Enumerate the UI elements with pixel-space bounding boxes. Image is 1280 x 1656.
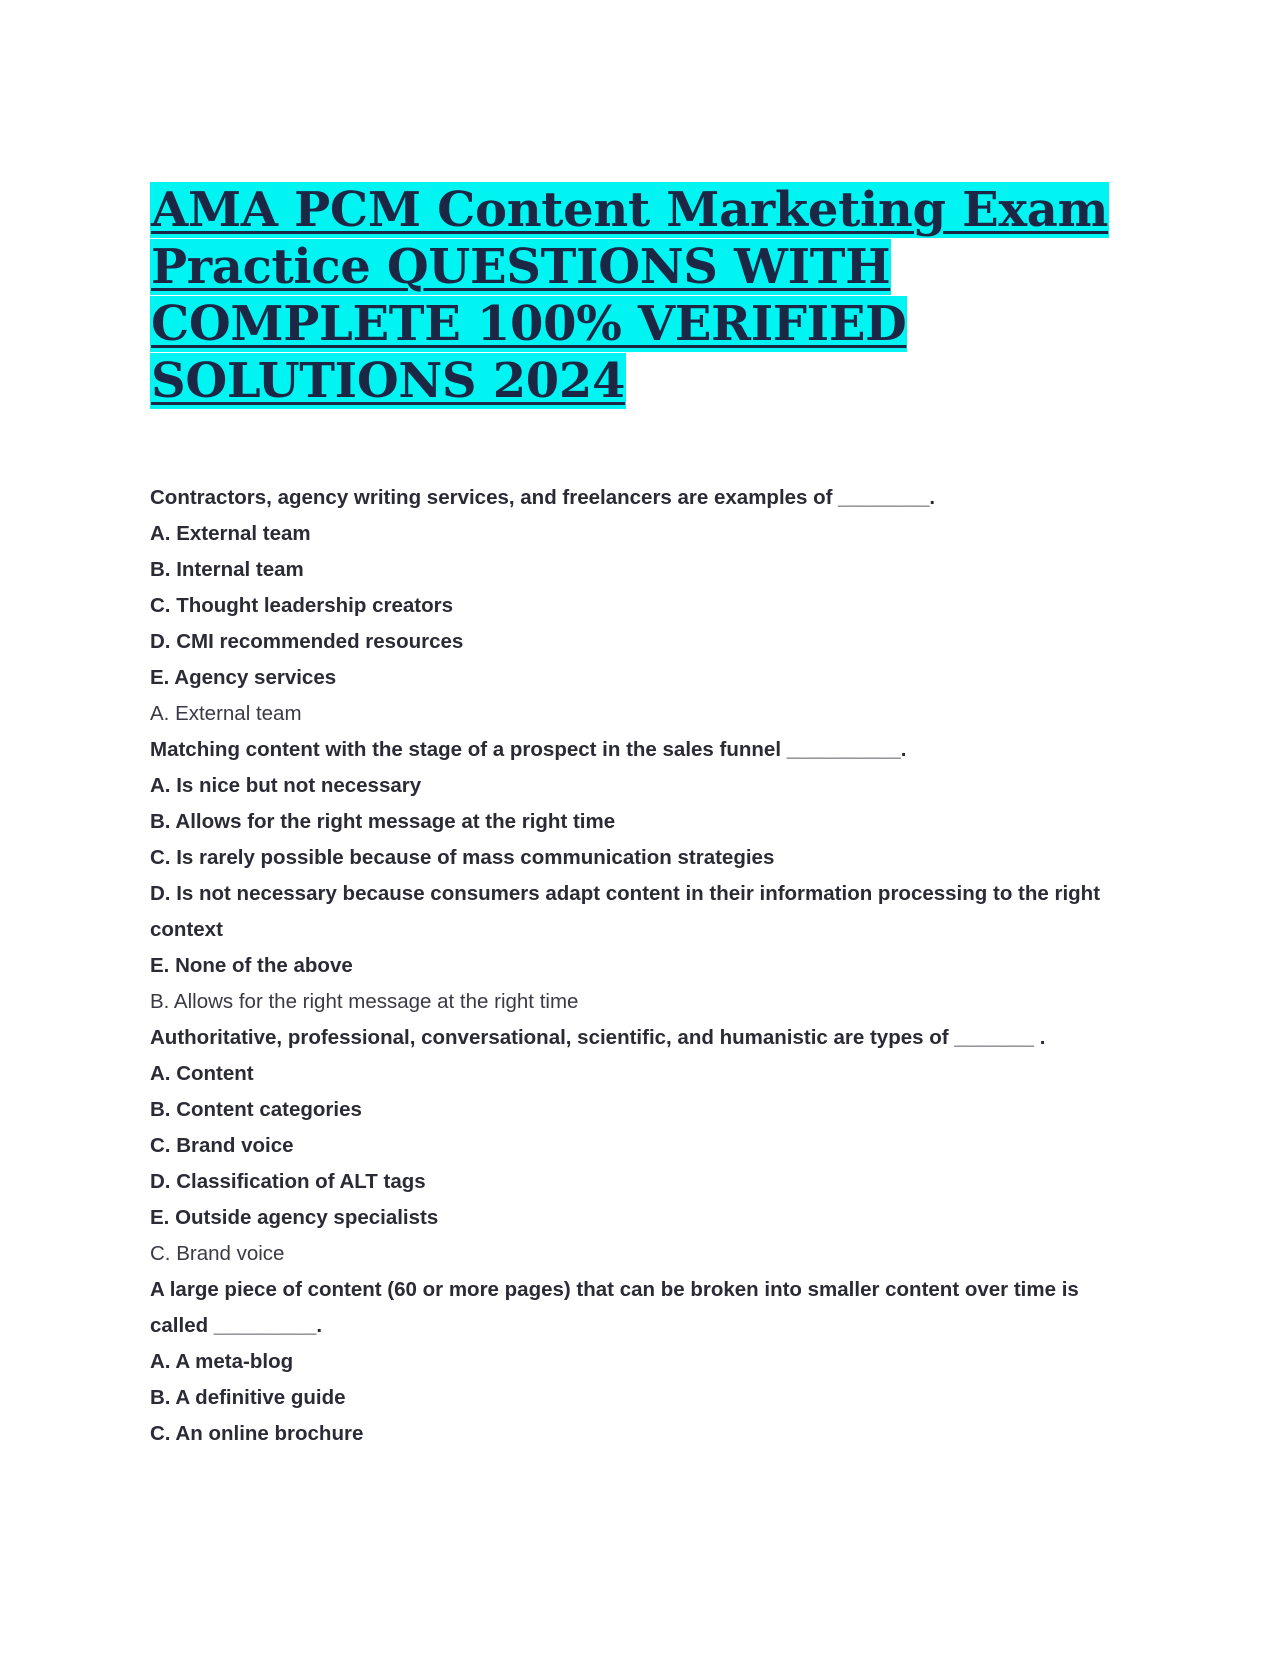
question-text: Matching content with the stage of a prospect in the sales funnel __________. [150,738,907,761]
question-block [150,480,1130,732]
option-c: C. Thought leadership creators [150,594,453,617]
option-d: D. Is not necessary because consumers adapt content in their information processing to the right context [150,882,1101,941]
question-text: A large piece of content (60 or more pages) that can be broken into smaller content over time is called _________. [150,1278,1079,1337]
option-d: D. Classification of ALT tags [150,1170,426,1193]
document-title [150,182,1130,410]
answer-text: C. Brand voice [150,1242,285,1265]
option-c: C. Brand voice [150,1134,294,1157]
answer-text: B. Allows for the right message at the right time [150,990,579,1013]
question-text: Contractors, agency writing services, and freelancers are examples of ________. [150,486,936,509]
option-e: E. Agency services [150,666,337,689]
option-d: D. CMI recommended resources [150,630,464,653]
question-block [150,1272,1130,1452]
option-a: A. A meta-blog [150,1350,294,1373]
option-b: B. Internal team [150,558,304,581]
option-c: C. Is rarely possible because of mass communication strategies [150,846,775,869]
question-list [150,480,1130,1452]
answer-text: A. External team [150,702,302,725]
question-text: Authoritative, professional, conversational, scientific, and humanistic are types of _______ . [150,1026,1046,1049]
question-block [150,732,1130,1020]
option-e: E. None of the above [150,954,353,977]
option-b: B. Allows for the right message at the right time [150,810,616,833]
option-b: B. Content categories [150,1098,362,1121]
option-c: C. An online brochure [150,1422,364,1445]
option-e: E. Outside agency specialists [150,1206,439,1229]
document-title-text: AMA PCM Content Marketing Exam Practice QUESTIONS WITH COMPLETE 100% VERIFIED SOLUTIONS 2024 [151,182,1109,409]
document-page [150,182,1130,1452]
option-a: A. Content [150,1062,254,1085]
option-a: A. Is nice but not necessary [150,774,422,797]
option-b: B. A definitive guide [150,1386,346,1409]
question-block [150,1020,1130,1272]
option-a: A. External team [150,522,311,545]
